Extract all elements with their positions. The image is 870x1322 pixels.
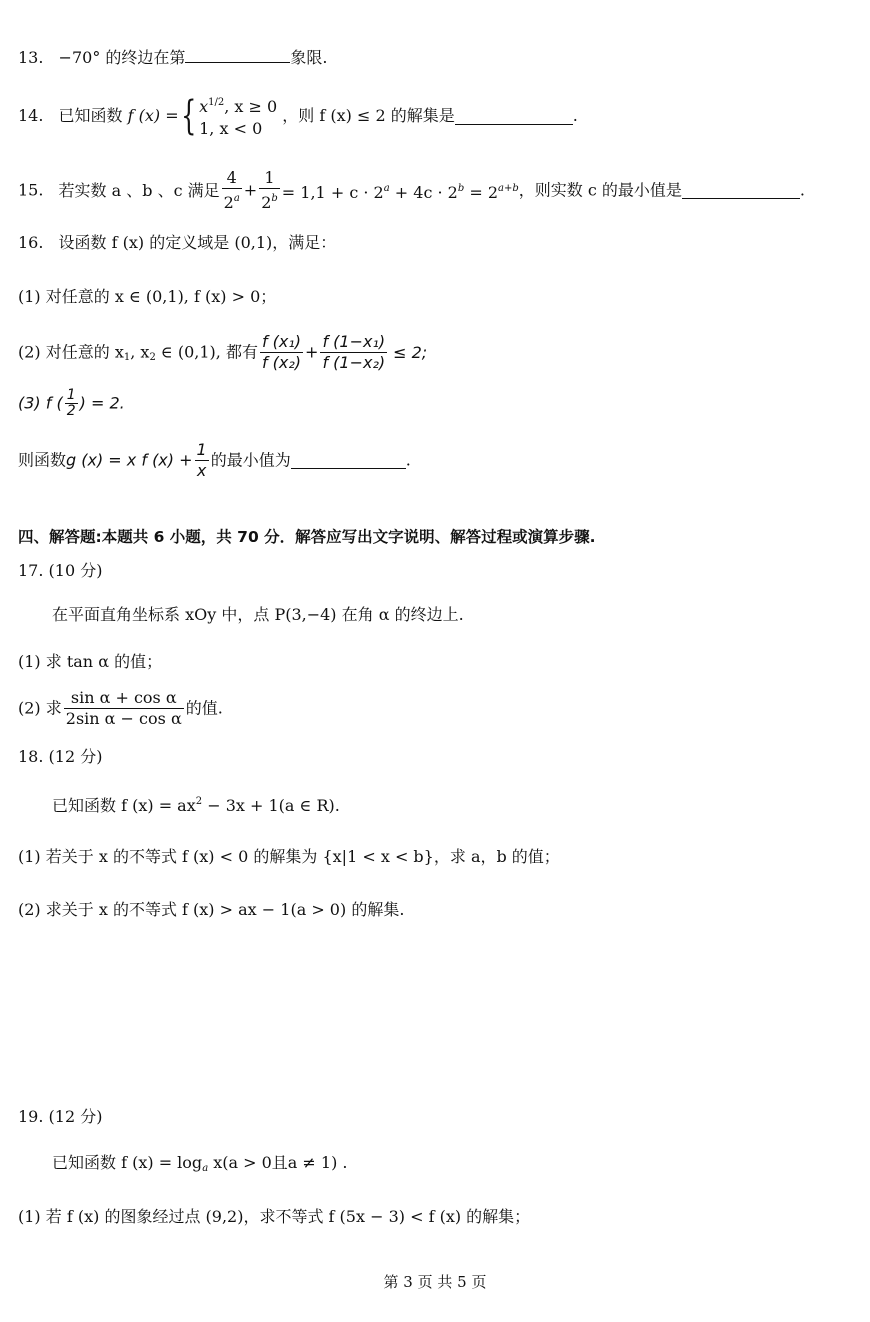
question-18-stem: 已知函数 f $(x) = ax^2 - 3x + 1(a$ ∈ R). bbox=[52, 796, 340, 815]
answer-blank bbox=[455, 108, 573, 125]
question-19-stem: 已知函数 f $(x) = \log_a x(a > 0$且a ≠ 1) . bbox=[52, 1153, 348, 1174]
fraction: $\frac{1}{2^b}$ bbox=[261, 168, 278, 212]
function-expression: f (x) = bbox=[127, 106, 179, 125]
page-footer: 第 3 页 共 5 页 bbox=[383, 1273, 487, 1291]
question-18-part-1: (1) 若关于 x 的不等式 f (x) < 0 的解集为 {x|1 < x < b}，求 a，b 的值； bbox=[18, 847, 560, 866]
question-number: 14. bbox=[18, 106, 44, 125]
question-13 bbox=[18, 46, 328, 69]
fraction: $\frac{\text{sin α + cos α}}{\text{2sin α − cos α}}$ bbox=[65, 688, 182, 728]
question-16 bbox=[18, 232, 336, 254]
condition-2: (2) 对任意的 $x_1$, $x_2$ ∈ (0,1), 都有 $\frac{\text{f (x₁)}}{\text{f (x₂)}}$ + $\frac{\text{f (1−x₁)}}{\text{f (1−x₂)}}$ ≤ 2; bbox=[18, 332, 428, 372]
question-15: 15. 若实数 a 、b 、c 满足 $\frac{4}{2^a}$ + $\frac{1}{2^b}$ = $1,1 + c \cdot 2^a + 4c \cdot 2^b = 2^{a+b}$，则实数 c 的最小值是 . bbox=[18, 168, 805, 212]
condition-1: (1) 对任意的 x ∈ (0,1), f (x) > 0； bbox=[18, 287, 277, 306]
handwritten-fraction: $\frac{\text{f (x₁)}}{\text{f (x₂)}}$ bbox=[261, 332, 302, 372]
question-text: 已知函数 bbox=[58, 106, 123, 125]
question-17-part-2: (2) 求 $\frac{\text{sin α + cos α}}{\text{2sin α − cos α}}$ 的值. bbox=[18, 688, 223, 728]
question-17-head: 17. (10 分) bbox=[18, 561, 103, 580]
equation-text: = $1,1 + c \cdot 2^a + 4c \cdot 2^b = 2^{a+b}$ bbox=[281, 182, 519, 202]
question-text: 若实数 a 、b 、c 满足 bbox=[58, 180, 220, 200]
handwritten-fraction: $\frac{\text{f (1−x₁)}}{\text{f (1−x₂)}}$ bbox=[322, 332, 386, 372]
answer-blank bbox=[682, 182, 800, 199]
condition-3: (3) f ( $\frac{1}{2}$ ) = 2. bbox=[18, 387, 125, 419]
question-17-part-1: (1) 求 tan α 的值； bbox=[18, 652, 163, 671]
question-18-part-2: (2) 求关于 x 的不等式 f (x) > ax − 1(a > 0) 的解集. bbox=[18, 900, 405, 919]
question-text: 设函数 f (x) 的定义域是 (0,1)，满足： bbox=[58, 233, 337, 252]
question-19-head: 19. (12 分) bbox=[18, 1107, 103, 1126]
question-number: 16. bbox=[18, 233, 44, 252]
question-14 bbox=[18, 92, 578, 140]
question-19-part-1: (1) 若 f (x) 的图象经过点 (9,2)，求不等式 f (5x − 3) < f (x) 的解集； bbox=[18, 1207, 531, 1226]
brace-symbol: { bbox=[180, 93, 197, 139]
question-text: 象限. bbox=[290, 48, 328, 67]
handwritten-fraction: $\frac{1}{x}$ bbox=[196, 440, 207, 480]
question-number: 15. bbox=[18, 180, 44, 200]
question-text: −70° 的终边在第 bbox=[58, 48, 186, 67]
handwritten-fraction: $\frac{1}{2}$ bbox=[66, 387, 76, 419]
fraction: $\frac{4}{2^a}$ bbox=[223, 168, 240, 212]
question-text: ，则 f (x) ≤ 2 的解集是 bbox=[282, 106, 455, 125]
period: . bbox=[572, 106, 578, 125]
question-18-head: 18. (12 分) bbox=[18, 747, 103, 766]
section-heading: 四、解答题:本题共 6 小题，共 70 分．解答应写出文字说明、解答过程或演算步骤. bbox=[18, 528, 596, 546]
question-17-stem: 在平面直角坐标系 xOy 中，点 P(3,−4) 在角 α 的终边上. bbox=[52, 605, 464, 624]
answer-blank bbox=[291, 452, 406, 469]
piecewise-cases: $x^{1/2}$, x ≥ 0 1, x < 0 bbox=[199, 97, 278, 138]
question-number: 13. bbox=[18, 48, 44, 67]
answer-blank bbox=[185, 46, 290, 63]
question-text: ，则实数 c 的最小值是 bbox=[518, 180, 682, 200]
question-16-ask: 则函数g (x) = x f (x) + $\frac{1}{x}$ 的最小值为 . bbox=[18, 440, 411, 480]
